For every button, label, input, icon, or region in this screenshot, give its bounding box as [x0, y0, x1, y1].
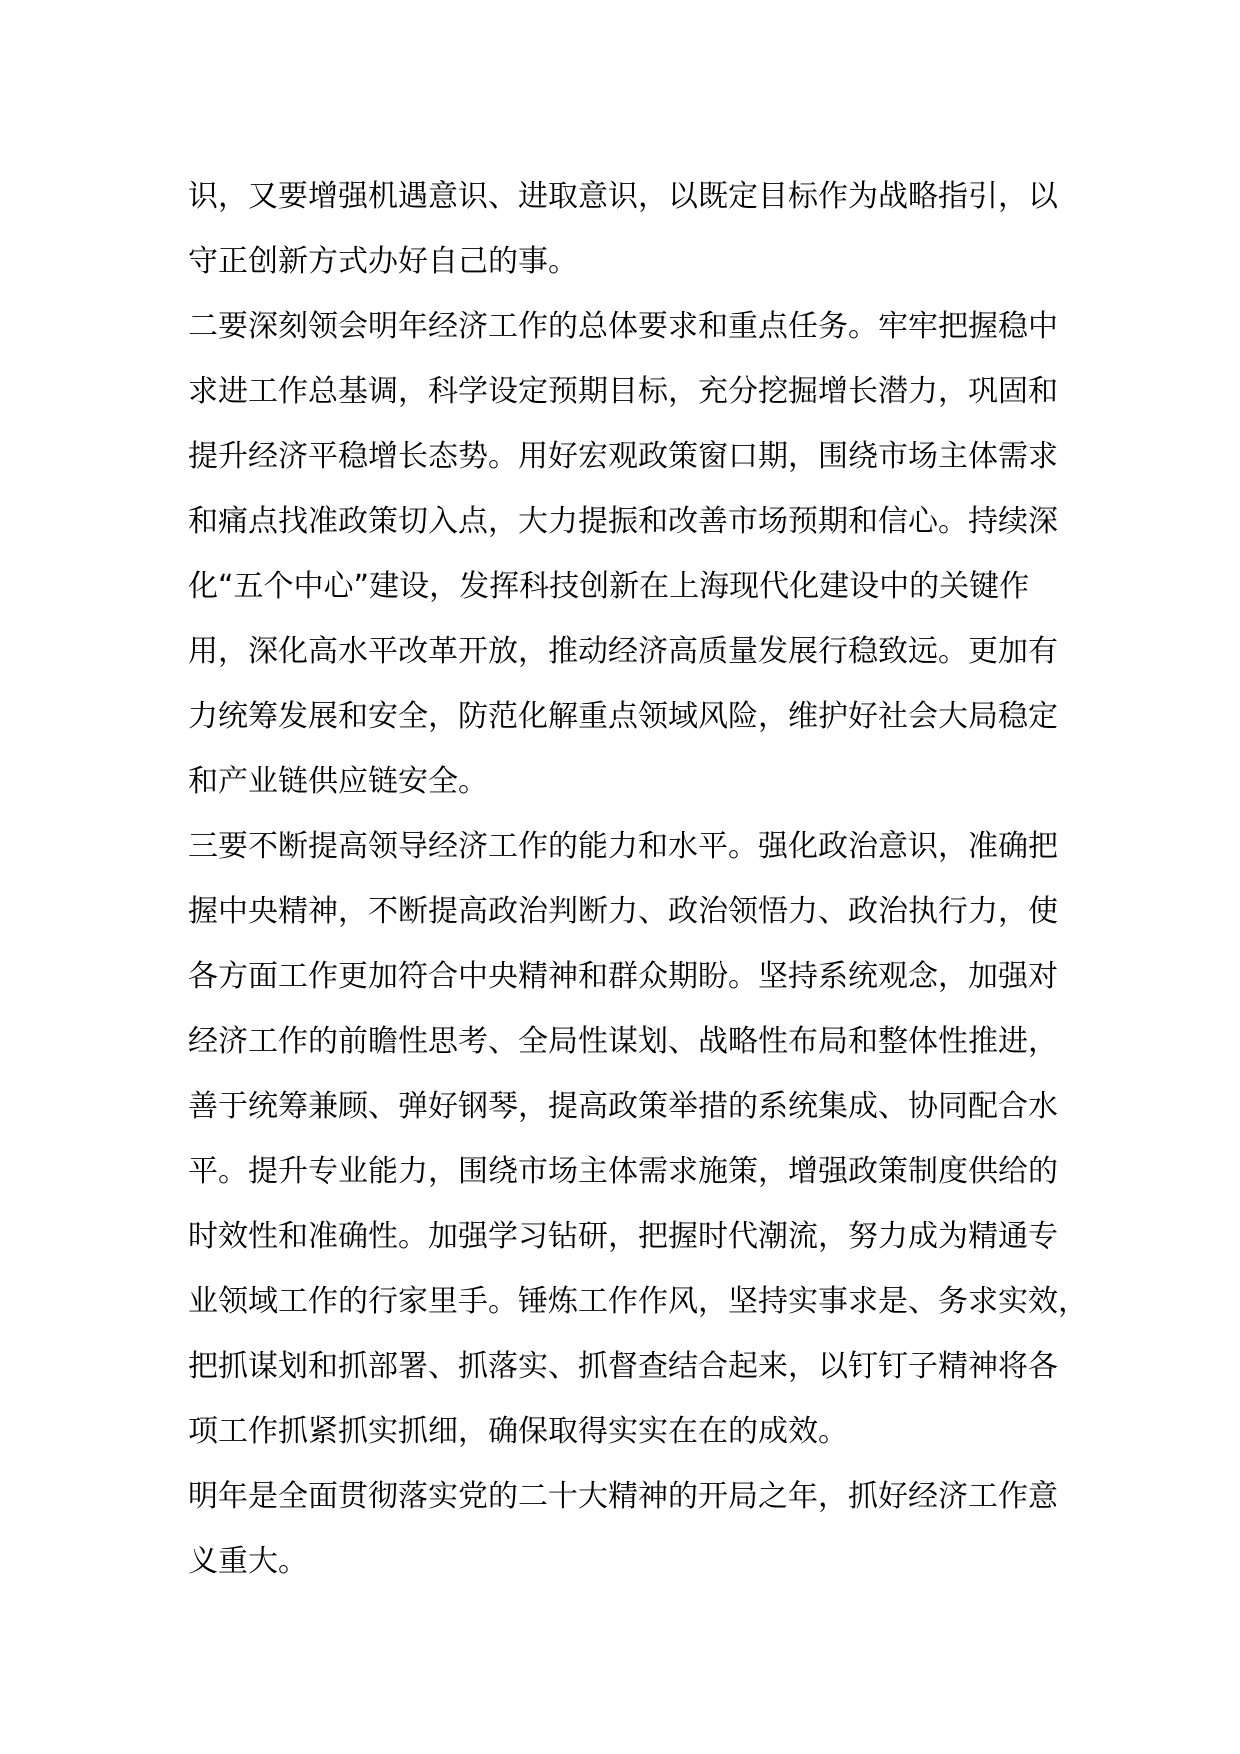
text-line: 善于统筹兼顾、弹好钢琴，提高政策举措的系统集成、协同配合水: [188, 1089, 1058, 1124]
text-line: 识，又要增强机遇意识、进取意识，以既定目标作为战略指引，以: [188, 179, 1058, 214]
text-line: 化“五个中心”建设，发挥科技创新在上海现代化建设中的关键作: [188, 569, 1030, 604]
text-line: 经济工作的前瞻性思考、全局性谋划、战略性布局和整体性推进，: [188, 1024, 1058, 1059]
text-line: 项工作抓紧抓实抓细，确保取得实实在在的成效。: [188, 1414, 848, 1449]
text-line: 各方面工作更加符合中央精神和群众期盼。坚持系统观念，加强对: [188, 959, 1058, 994]
text-line: 时效性和准确性。加强学习钻研，把握时代潮流，努力成为精通专: [188, 1219, 1058, 1254]
text-line: 业领域工作的行家里手。锤炼工作作风，坚持实事求是、务求实效，: [188, 1284, 1088, 1319]
text-line: 和产业链供应链安全。: [188, 764, 488, 799]
text-line: 把抓谋划和抓部署、抓落实、抓督查结合起来，以钉钉子精神将各: [188, 1349, 1058, 1384]
text-line: 三要不断提高领导经济工作的能力和水平。强化政治意识，准确把: [188, 829, 1058, 864]
text-line: 握中央精神，不断提高政治判断力、政治领悟力、政治执行力，使: [188, 894, 1058, 929]
text-line: 和痛点找准政策切入点，大力提振和改善市场预期和信心。持续深: [188, 504, 1058, 539]
document-body: [188, 164, 1088, 1594]
text-line: 提升经济平稳增长态势。用好宏观政策窗口期，围绕市场主体需求: [188, 439, 1058, 474]
text-line: 二要深刻领会明年经济工作的总体要求和重点任务。牢牢把握稳中: [188, 309, 1058, 344]
text-line: 明年是全面贯彻落实党的二十大精神的开局之年，抓好经济工作意: [188, 1479, 1058, 1514]
text-line: 求进工作总基调，科学设定预期目标，充分挖掘增长潜力，巩固和: [188, 374, 1058, 409]
text-line: 义重大。: [188, 1544, 308, 1579]
text-line: 守正创新方式办好自己的事。: [188, 244, 578, 279]
text-line: 用，深化高水平改革开放，推动经济高质量发展行稳致远。更加有: [188, 634, 1058, 669]
text-line: 力统筹发展和安全，防范化解重点领域风险，维护好社会大局稳定: [188, 699, 1058, 734]
text-line: 平。提升专业能力，围绕市场主体需求施策，增强政策制度供给的: [188, 1154, 1058, 1189]
